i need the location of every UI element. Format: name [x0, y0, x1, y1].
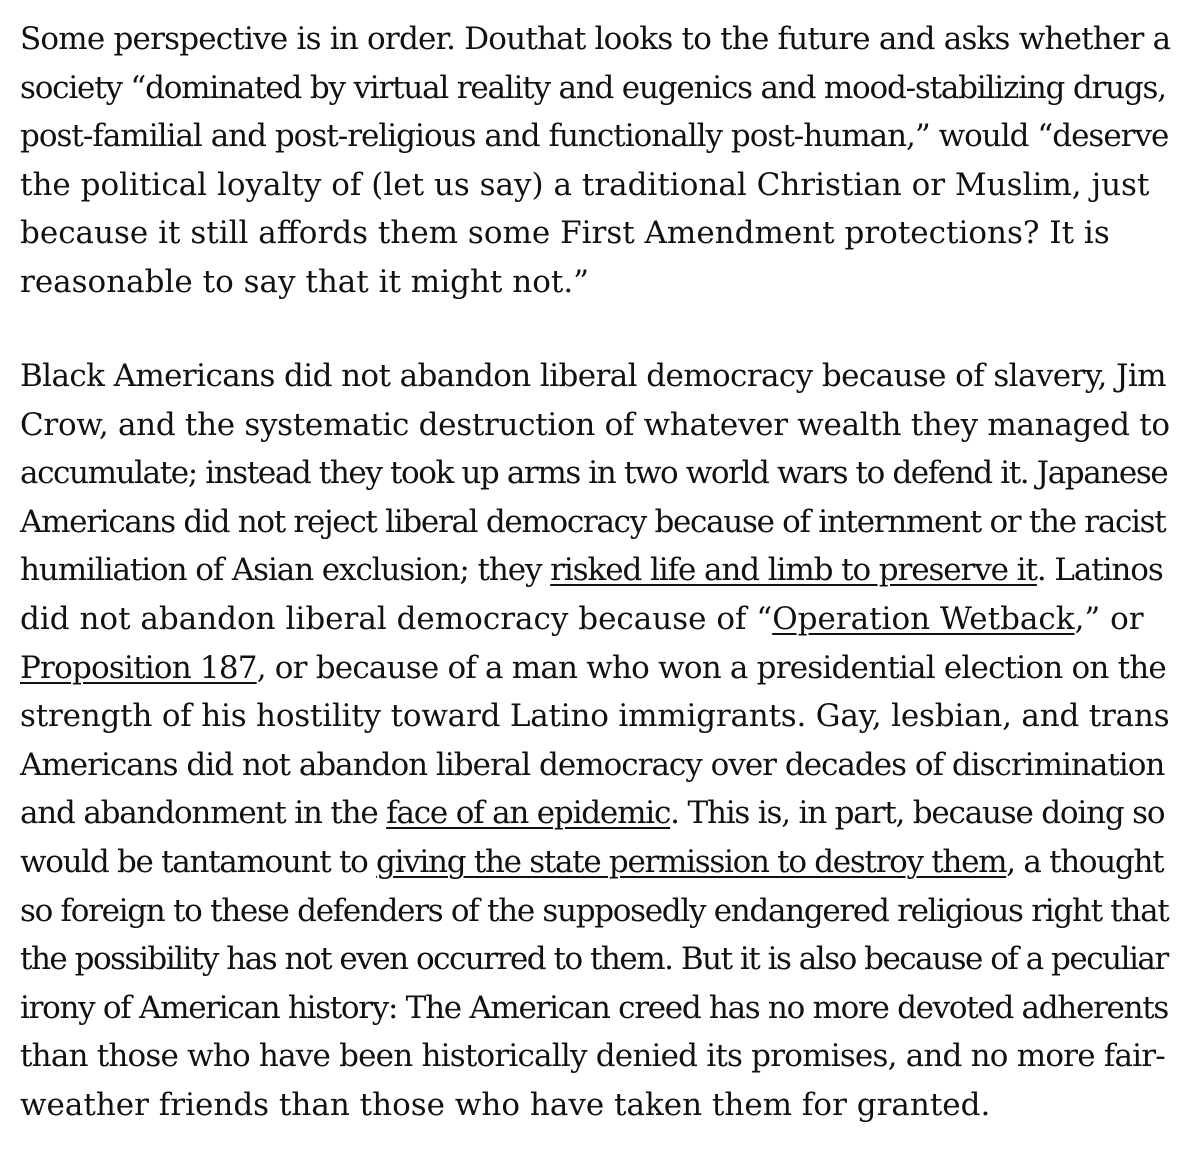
- text-line: accumulate; instead they took up arms in two world wars to defend it. Japanese: [20, 455, 1168, 492]
- text-line: than those who have been historically denied its promises, and no more fair-: [20, 1038, 1165, 1075]
- text-line: weather friends than those who have taken them for granted.: [20, 1086, 991, 1123]
- link-giving-state-permission[interactable]: giving the state permission to destroy them: [376, 843, 1007, 880]
- text-line: Some perspective is in order. Douthat looks to the future and asks whether a: [20, 21, 1171, 57]
- text-line: strength of his hostility toward Latino immigrants. Gay, lesbian, and trans: [20, 698, 1170, 735]
- text-line: post-familial and post-religious and functionally post-human,” would “deserve: [20, 118, 1169, 155]
- link-risked-life-and-limb[interactable]: risked life and limb to preserve it: [550, 552, 1037, 589]
- text-segment: humiliation of Asian exclusion; they: [20, 552, 551, 589]
- paragraph-liberal-democracy: [20, 352, 1170, 1130]
- text-line: Americans did not reject liberal democracy because of internment or the racist: [20, 503, 1166, 540]
- text-line: society “dominated by virtual reality and eugenics and mood-stabilizing drugs,: [20, 69, 1166, 106]
- text-segment: . Latinos: [1036, 552, 1163, 589]
- text-segment: . This is, in part, because doing so: [670, 795, 1165, 832]
- text-line: irony of American history: The American creed has no more devoted adherents: [20, 989, 1168, 1026]
- text-line: Black Americans did not abandon liberal democracy because of slavery, Jim: [20, 358, 1166, 394]
- text-segment: , a thought: [1006, 843, 1164, 880]
- text-line: so foreign to these defenders of the supposedly endangered religious right that: [20, 892, 1169, 929]
- text-line: [20, 838, 1170, 887]
- text-line: [20, 644, 1170, 693]
- text-line: the possibility has not even occurred to them. But it is also because of a peculiar: [20, 941, 1168, 978]
- text-line: Crow, and the systematic destruction of whatever wealth they managed to: [20, 406, 1170, 443]
- text-line: the political loyalty of (let us say) a traditional Christian or Muslim, just: [20, 166, 1150, 203]
- text-line: [20, 546, 1170, 595]
- text-line: reasonable to say that it might not.”: [20, 263, 590, 300]
- link-face-of-an-epidemic[interactable]: face of an epidemic: [386, 795, 671, 832]
- text-line: because it still affords them some First Amendment protections? It is: [20, 215, 1110, 252]
- text-segment: ,” or: [1074, 600, 1144, 637]
- text-segment: , or because of a man who won a presidential election on the: [256, 649, 1166, 686]
- paragraph-douthat: [20, 15, 1170, 307]
- text-line: [20, 789, 1170, 838]
- text-segment: and abandonment in the: [20, 795, 387, 832]
- text-segment: would be tantamount to: [20, 843, 377, 880]
- text-line: [20, 595, 1170, 644]
- link-operation-wetback[interactable]: Operation Wetback: [772, 600, 1075, 637]
- text-segment: did not abandon liberal democracy because of “: [20, 600, 773, 637]
- text-line: Americans did not abandon liberal democracy over decades of discrimination: [20, 746, 1165, 783]
- link-proposition-187[interactable]: Proposition 187: [20, 649, 257, 686]
